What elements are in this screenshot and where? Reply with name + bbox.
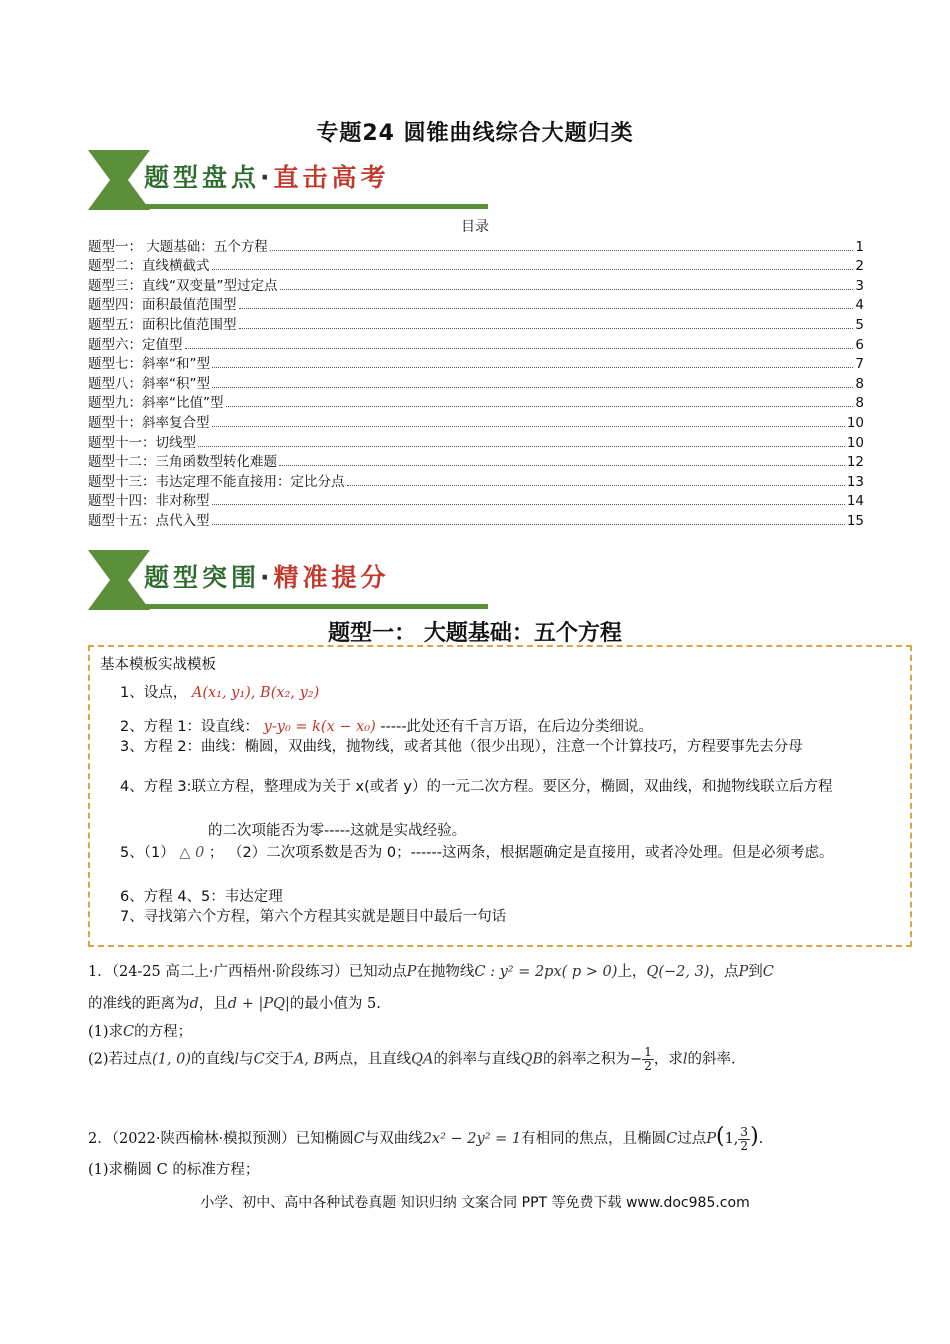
- step-5: 5、（1） △ 0 ； （2）二次项系数是否为 0；------这两条，根据题确定是直接用，或者冷处理。但是必须考虑。: [120, 845, 834, 861]
- table-of-contents: [88, 235, 864, 529]
- question-1-part-1: (1)求C的方程；: [88, 1024, 193, 1040]
- toc-item-label: 题型十一：切线型: [88, 434, 196, 451]
- toc-item-label: 题型十五：点代入型: [88, 512, 210, 529]
- formula-discriminant: △ 0: [179, 845, 205, 861]
- toc-leader-dots: [212, 387, 853, 388]
- formula-points: A(x₁, y₁), B(x₂, y₂): [191, 685, 320, 701]
- banner-text: 题型盘点·直击高考: [144, 163, 390, 192]
- toc-leader-dots: [212, 524, 845, 525]
- step-7: 7、寻找第六个方程，第六个方程其实就是题目中最后一句话: [120, 909, 507, 925]
- toc-item[interactable]: [88, 392, 864, 412]
- toc-item-page: 1: [855, 238, 864, 255]
- toc-item-label: 题型六：定值型: [88, 336, 183, 353]
- step-3: 3、方程 2：曲线：椭圆，双曲线，抛物线，或者其他（很少出现），注意一个计算技巧，方程要事先去分母: [120, 739, 803, 755]
- step-1: 1、设点， A(x₁, y₁), B(x₂, y₂): [120, 685, 320, 701]
- toc-item[interactable]: [88, 235, 864, 255]
- toc-leader-dots: [226, 406, 854, 407]
- toc-item[interactable]: [88, 274, 864, 294]
- toc-item[interactable]: [88, 313, 864, 333]
- toc-leader-dots: [212, 367, 853, 368]
- toc-item-label: 题型十：斜率复合型: [88, 414, 210, 431]
- toc-item[interactable]: [88, 431, 864, 451]
- fraction: $\frac{1}{2}$: [644, 1045, 652, 1073]
- toc-item-page: 12: [846, 454, 864, 471]
- toc-item[interactable]: [88, 372, 864, 392]
- toc-item-label: 题型十二：三角函数型转化难题: [88, 454, 277, 471]
- toc-item[interactable]: [88, 353, 864, 373]
- toc-item-page: 3: [855, 277, 864, 294]
- question-2-line-1: 2．（2022·陕西榆林·模拟预测）已知椭圆C与双曲线2x² − 2y² = 1有相同的焦点，且椭圆C过点P(1, $\frac{3}{2}$ ).: [88, 1124, 764, 1153]
- toc-item-page: 8: [855, 395, 864, 412]
- toc-item-page: 13: [846, 473, 864, 490]
- toc-item-label: 题型八：斜率“积”型: [88, 375, 210, 392]
- toc-item-page: 14: [846, 493, 864, 510]
- toc-leader-dots: [185, 348, 854, 349]
- section-banner-practice: [88, 548, 488, 612]
- box-title: 基本模板实战模板: [100, 657, 216, 673]
- section-heading: 题型一： 大题基础：五个方程: [328, 621, 622, 646]
- toc-leader-dots: [212, 426, 845, 427]
- question-1-part-2: (2)若过点(1, 0)的直线l与C交于A, B两点，且直线QA的斜率与直线QB的斜率之积为− $\frac{1}{2}$ ，求l的斜率.: [88, 1045, 736, 1073]
- template-box: [88, 645, 912, 947]
- toc-item[interactable]: [88, 294, 864, 314]
- toc-heading: 目录: [461, 219, 489, 235]
- toc-item-label: 题型四：面积最值范围型: [88, 297, 237, 314]
- page-footer: 小学、初中、高中各种试卷真题 知识归纳 文案合同 PPT 等免费下载 www.doc985.com: [200, 1195, 750, 1211]
- step-4-cont: 的二次项能否为零-----这就是实战经验。: [208, 823, 467, 839]
- toc-item[interactable]: [88, 451, 864, 471]
- toc-item[interactable]: [88, 255, 864, 275]
- toc-item-label: 题型二：直线横截式: [88, 258, 210, 275]
- toc-item[interactable]: [88, 411, 864, 431]
- section-banner-overview: [88, 148, 488, 212]
- toc-item-page: 4: [855, 297, 864, 314]
- toc-leader-dots: [347, 485, 845, 486]
- step-2: 2、方程 1：设直线： y-y₀ = k(x − x₀) -----此处还有千言万语，在后边分类细说。: [120, 719, 654, 735]
- toc-item-label: 题型一： 大题基础：五个方程: [88, 238, 268, 255]
- toc-leader-dots: [280, 289, 854, 290]
- toc-leader-dots: [239, 328, 854, 329]
- toc-leader-dots: [212, 269, 854, 270]
- toc-leader-dots: [270, 250, 854, 251]
- step-6: 6、方程 4、5：韦达定理: [120, 889, 283, 905]
- question-2-part-1: (1)求椭圆 C 的标准方程；: [88, 1162, 260, 1178]
- toc-leader-dots: [212, 504, 845, 505]
- toc-item[interactable]: [88, 470, 864, 490]
- toc-item-page: 6: [855, 336, 864, 353]
- toc-item-label: 题型九：斜率“比值”型: [88, 395, 224, 412]
- toc-item-page: 5: [855, 316, 864, 333]
- formula-line: y-y₀ = k(x − x₀): [263, 719, 376, 735]
- toc-item[interactable]: [88, 509, 864, 529]
- toc-item-label: 题型三：直线“双变量”型过定点: [88, 277, 278, 294]
- banner-text: 题型突围·精准提分: [144, 563, 390, 592]
- toc-item-label: 题型五：面积比值范围型: [88, 316, 237, 333]
- toc-leader-dots: [198, 446, 845, 447]
- question-1-line-1: 1．（24-25 高二上·广西梧州·阶段练习）已知动点P在抛物线C : y² = 2px( p > 0)上，Q(−2, 3)，点P到C: [88, 964, 774, 980]
- toc-item-label: 题型十三：韦达定理不能直接用：定比分点: [88, 473, 345, 490]
- toc-item-page: 2: [855, 258, 864, 275]
- toc-item[interactable]: [88, 490, 864, 510]
- question-1-line-2: 的准线的距离为d，且d + |PQ|的最小值为 5.: [88, 996, 381, 1012]
- toc-item-page: 7: [855, 356, 864, 373]
- toc-item[interactable]: [88, 333, 864, 353]
- page-title: 专题24 圆锥曲线综合大题归类: [316, 121, 634, 146]
- step-4: 4、方程 3:联立方程，整理成为关于 x(或者 y）的一元二次方程。要区分，椭圆，双曲线，和抛物线联立后方程: [120, 779, 833, 795]
- toc-leader-dots: [279, 465, 845, 466]
- toc-item-page: 10: [846, 414, 864, 431]
- fraction: $\frac{3}{2}$: [740, 1124, 749, 1153]
- toc-item-label: 题型十四：非对称型: [88, 493, 210, 510]
- toc-leader-dots: [239, 308, 854, 309]
- toc-item-label: 题型七：斜率“和”型: [88, 356, 210, 373]
- toc-item-page: 8: [855, 375, 864, 392]
- toc-item-page: 10: [846, 434, 864, 451]
- toc-item-page: 15: [846, 512, 864, 529]
